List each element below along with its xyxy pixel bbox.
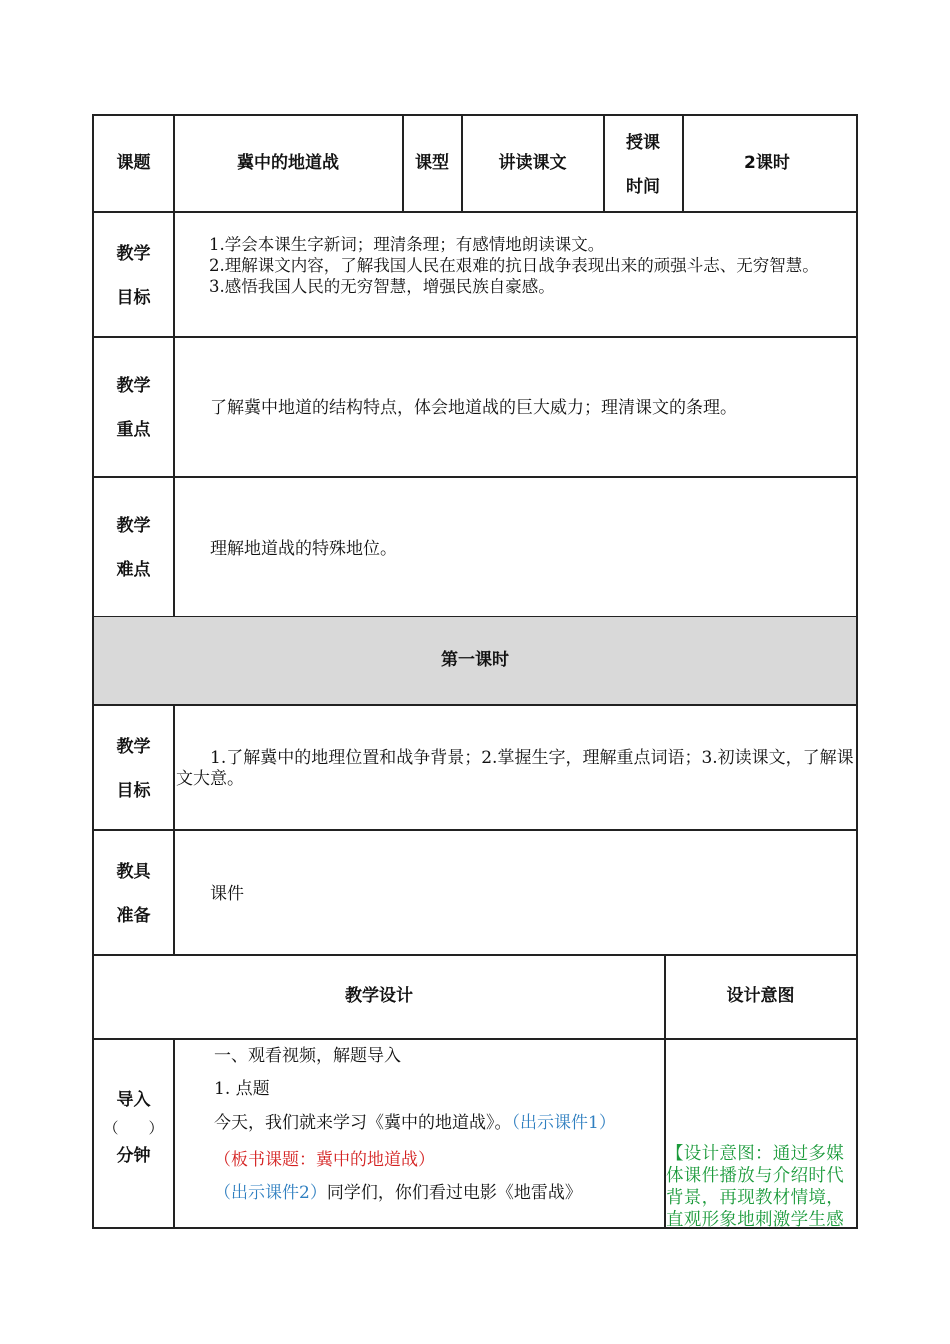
lesson-objectives-label: [94, 725, 173, 813]
difficulties-text: 理解地道战的特殊地位。: [210, 539, 397, 559]
row-divider: [94, 211, 856, 213]
row-divider: [94, 704, 856, 706]
intro-label-line1: 导入: [116, 1090, 151, 1110]
objectives-label-line1: 教学: [116, 244, 151, 264]
courseware-ref-1: （出示课件1）: [511, 1113, 616, 1133]
difficulties-label-line2: 难点: [116, 560, 151, 580]
objective-item: 2.理解课文内容，了解我国人民在艰难的抗日战争表现出来的顽强斗志、无穷智慧。: [209, 256, 819, 275]
key-points-label-line1: 教学: [116, 376, 151, 396]
topic-label: 课题: [116, 153, 151, 173]
col-divider: [173, 704, 175, 954]
time-label-line2: 时间: [626, 177, 660, 197]
time-label: [604, 121, 682, 211]
lesson-objectives-label-line1: 教学: [116, 737, 151, 757]
intro-line1-text: 今天，我们就来学习《冀中的地道战》。: [214, 1113, 512, 1133]
intro-minutes-blank: （ ）: [103, 1119, 164, 1137]
type-label: 课型: [415, 153, 449, 173]
lesson-one-title: 第一课时: [441, 650, 509, 670]
design-header: 教学设计: [345, 986, 413, 1006]
row-divider: [94, 336, 856, 338]
tools-text: 课件: [210, 884, 244, 904]
time-label-line1: 授课: [626, 133, 660, 153]
topic-value: 冀中的地道战: [237, 153, 339, 173]
row-divider: [94, 829, 856, 831]
intent-header: 设计意图: [726, 986, 795, 1006]
key-points-text: 了解冀中地道的结构特点，体会地道战的巨大威力；理清课文的条理。: [210, 398, 737, 418]
tools-label: [94, 850, 173, 938]
lesson-objectives-text: 1.了解冀中的地理位置和战争背景；2.掌握生字，理解重点词语；3.初读课文，了解课文大意。: [176, 748, 854, 789]
tools-label-line1: 教具: [116, 862, 151, 882]
intro-line2-text: 同学们，你们看过电影《地雷战》: [326, 1183, 582, 1203]
key-points-label-line2: 重点: [116, 420, 151, 440]
lesson-plan-table: [92, 114, 858, 1229]
type-value: 讲读课文: [498, 153, 567, 173]
intro-paragraph-1: [174, 1112, 663, 1134]
objectives-content: [174, 234, 857, 297]
intro-content: [174, 1040, 663, 1210]
board-note: （板书课题：冀中的地道战）: [214, 1150, 435, 1170]
difficulties-label-line1: 教学: [116, 516, 151, 536]
difficulties-label: [94, 504, 173, 592]
intro-label: [94, 1086, 173, 1170]
time-value: 2课时: [744, 153, 790, 173]
courseware-ref-2: （出示课件2）: [214, 1183, 327, 1203]
intro-label-line3: 分钟: [116, 1146, 151, 1166]
intro-sub-title: 1. 点题: [214, 1079, 270, 1099]
objectives-label: [94, 232, 173, 320]
objective-item: 1.学会本课生字新词；理清条理；有感情地朗读课文。: [209, 235, 605, 254]
objective-item: 3.感悟我国人民的无穷智慧，增强民族自豪感。: [209, 277, 555, 296]
intro-paragraph-2: [174, 1177, 663, 1210]
tools-label-line2: 准备: [116, 906, 151, 926]
key-points-label: [94, 364, 173, 452]
lesson-objectives-label-line2: 目标: [116, 781, 151, 801]
row-divider: [94, 476, 856, 478]
intro-step-title: 一、观看视频，解题导入: [214, 1046, 401, 1066]
objectives-label-line2: 目标: [116, 288, 151, 308]
design-intent-text: 【设计意图：通过多媒体课件播放与介绍时代背景，再现教材情境，直观形象地刺激学生感: [666, 1144, 844, 1230]
